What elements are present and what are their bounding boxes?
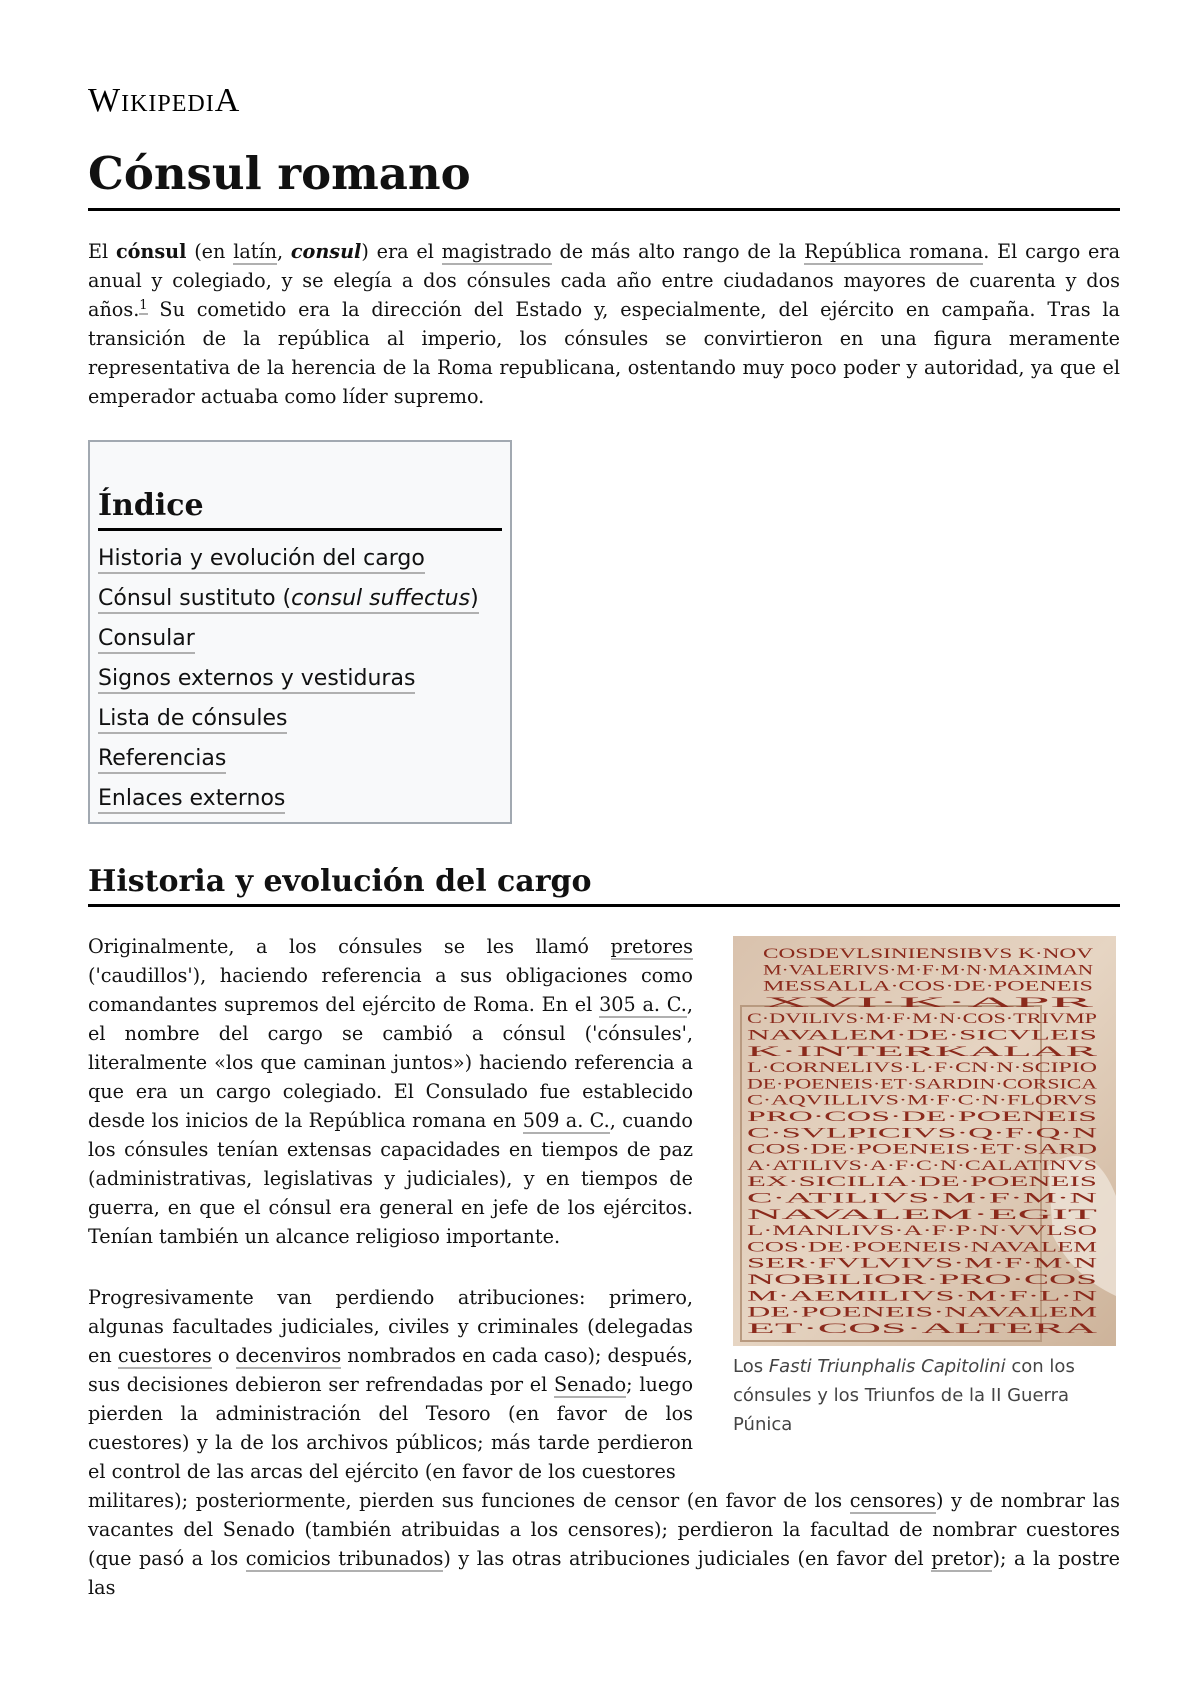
body-paragraph [88,932,693,1251]
inscription-line: C·DVILIVS·M·F·M·N·COS·TRIVMP [747,1011,1097,1028]
toc-title: Índice [98,486,502,531]
text: con los cónsules y los Triunfos de la II Guerra Púnica [733,1356,1075,1435]
inscription-line: L·MANLIVS·A·F·P·N·VVLSO [747,1223,1098,1240]
inscription-line: COSDEVLSINIENSIBVS K·NOV [763,946,1094,962]
inscription-line: NAVALEM·EGIT [747,1206,1097,1223]
inscription-line: K·INTERKALAR [747,1043,1097,1060]
inscription-line: A·ATILIVS·A·F·C·N·CALATINVS [747,1157,1097,1174]
toc-item-label: Cónsul sustituto ( [98,586,291,614]
text: de más alto rango de la [551,240,805,263]
toc-item[interactable] [98,619,502,659]
figure-fasti [733,936,1116,1439]
inscription-line: NOBILIOR·PRO·COS [747,1272,1097,1288]
toc-item-label: Historia y evolución del cargo [98,546,425,574]
link-pretores[interactable]: pretores [610,935,693,958]
link-pretor[interactable]: pretor [931,1547,993,1570]
text: ) era el [361,240,442,263]
text: Su cometido era la dirección del Estado y, especialmente, del ejército en campaña. Tras la transición de la república al imperio, los cónsules se convirtieron en una figura meramente representativa de la herencia de la Roma republicana, ostentando muy poco poder y autoridad, ya que el emperador actuaba como líder supremo. [88,298,1120,408]
toc-item[interactable] [98,699,502,739]
text: , cuando los cónsules tenían extensas capacidades en tiempos de paz (administrativas, legislativas y judiciales), y en tiempos de guerra, en que el cónsul era general en jefe de los ejércitos. Tenían también un alcance religioso importante. [88,1109,693,1248]
inscription-line: COS·DE·POENEIS·NAVALEM [747,1239,1097,1256]
link-censores[interactable]: censores [849,1489,936,1512]
toc-item[interactable] [98,659,502,699]
inscription-line: NAVALEM·DE·SICVLEIS [747,1027,1097,1044]
latin-word: consul [290,240,362,263]
inscription-line: M·VALERIVS·M·F·M·N·MAXIMAN [763,962,1094,979]
link-senado[interactable]: Senado [553,1373,627,1396]
link-latin[interactable]: latín [233,240,277,263]
wordmark-w: W [88,82,122,119]
inscription-line: DE·POENEIS·ET·SARDIN·CORSICA [747,1076,1098,1093]
text: Los [733,1356,769,1377]
link-republica-romana[interactable]: República romana [804,240,984,263]
body-paragraph [88,1283,693,1486]
toc-item-label: Referencias [98,746,226,774]
wordmark-a: A [214,82,241,119]
fasti-inscription-image[interactable] [733,936,1116,1346]
inscription-line: C·SVLPICIVS·Q·F·Q·N [747,1125,1098,1142]
toc-list [98,539,502,819]
inscription-line: M·AEMILIVS·M·F·L·N [747,1288,1098,1305]
wordmark-middle: ikipedi [121,82,215,119]
inscription-line: COS·DE·POENEIS·ET·SARD [747,1141,1098,1158]
toc-item-italic: consul suffectus [291,586,471,611]
inscription-line: MESSALLA·COS·DE·POENEIS [763,978,1093,995]
toc-item-suffix: ) [470,586,479,614]
text: , el nombre del cargo se cambió a cónsul ('cónsules', literalmente «los que caminan juntos») haciendo referencia a que era un cargo colegiado. El Consulado fue establecido desde los inicios de la República romana en [88,993,693,1132]
text: ); a la postre las [88,1547,1120,1599]
inscription-text-group [747,946,1097,1337]
figure-caption [733,1352,1116,1439]
inscription-line: PRO·COS·DE·POENEIS [747,1109,1097,1125]
toc-item[interactable] [98,739,502,779]
inscription-line: ET·COS·ALTERA [747,1320,1098,1337]
text: , [276,240,291,263]
text: o [211,1344,236,1367]
link-509-ac[interactable]: 509 a. C. [522,1109,610,1132]
reference-1[interactable]: 1 [139,297,148,313]
inscription-line: XVI·K·APR [763,994,1093,1011]
lead-paragraph [88,237,1120,411]
link-decenviros[interactable]: decenviros [235,1344,342,1367]
toc-item[interactable] [98,539,502,579]
text: Progresivamente van perdiendo atribuciones: primero, algunas facultades judiciales, civiles y criminales (delegadas en [88,1286,693,1367]
toc-item-label: Consular [98,626,195,654]
inscription-line: SER·FVLVIVS·M·F·M·N [747,1255,1098,1272]
text: ) y de nombrar las vacantes del Senado (también atribuidas a los censores); perdieron la facultad de nombrar cuestores (que pasó a los [88,1489,1121,1570]
link-305-ac[interactable]: 305 a. C. [599,993,687,1016]
table-of-contents [88,440,512,824]
body-paragraph [88,1486,1120,1602]
link-cuestores[interactable]: cuestores [117,1344,212,1367]
text: (en [186,240,234,263]
page-title: Cónsul romano [88,140,1120,211]
wikipedia-wordmark[interactable] [88,82,240,120]
inscription-line: DE·POENEIS·NAVALEM [747,1304,1097,1321]
link-magistrado[interactable]: magistrado [441,240,552,263]
text: ) y las otras atribuciones judiciales (en favor del [443,1547,932,1570]
term-bold: cónsul [115,240,187,263]
toc-item[interactable] [98,579,502,619]
section-heading-historia: Historia y evolución del cargo [88,860,1120,907]
text: . El cargo era anual y colegiado, y se elegía a dos cónsules cada año entre ciudadanos mayores de cuarenta y dos años. [88,240,1121,321]
toc-item-label: Signos externos y vestiduras [98,666,415,694]
text: Originalmente, a los cónsules se les llamó [88,935,611,958]
inscription-line: EX·SICILIA·DE·POENEIS [747,1174,1097,1191]
text: militares); posteriormente, pierden sus funciones de censor (en favor de los [88,1489,850,1512]
link-comicios-tribunados[interactable]: comicios tribunados [245,1547,444,1570]
text: El [88,240,116,263]
caption-italic: Fasti Triunphalis Capitolini [768,1356,1006,1377]
inscription-line: L·CORNELIVS·L·F·CN·N·SCIPIO [747,1060,1098,1077]
text: nombrados en cada caso); después, sus decisiones debieron ser refrendadas por el [88,1344,693,1396]
toc-item-label: Enlaces externos [98,786,285,814]
inscription-line: C·ATILIVS·M·F·M·N [747,1190,1098,1207]
inscription-line: C·AQVILLIVS·M·F·C·N·FLORVS [747,1092,1097,1109]
toc-item[interactable] [98,779,502,819]
toc-item-label: Lista de cónsules [98,706,287,734]
text: ('caudillos'), haciendo referencia a sus obligaciones como comandantes supremos del ejército de Roma. En el [88,964,693,1016]
text: ; luego pierden la administración del Tesoro (en favor de los cuestores) y la de los archivos públicos; más tarde perdieron el control de las arcas del ejército (en favor de los cuestores [88,1373,694,1483]
